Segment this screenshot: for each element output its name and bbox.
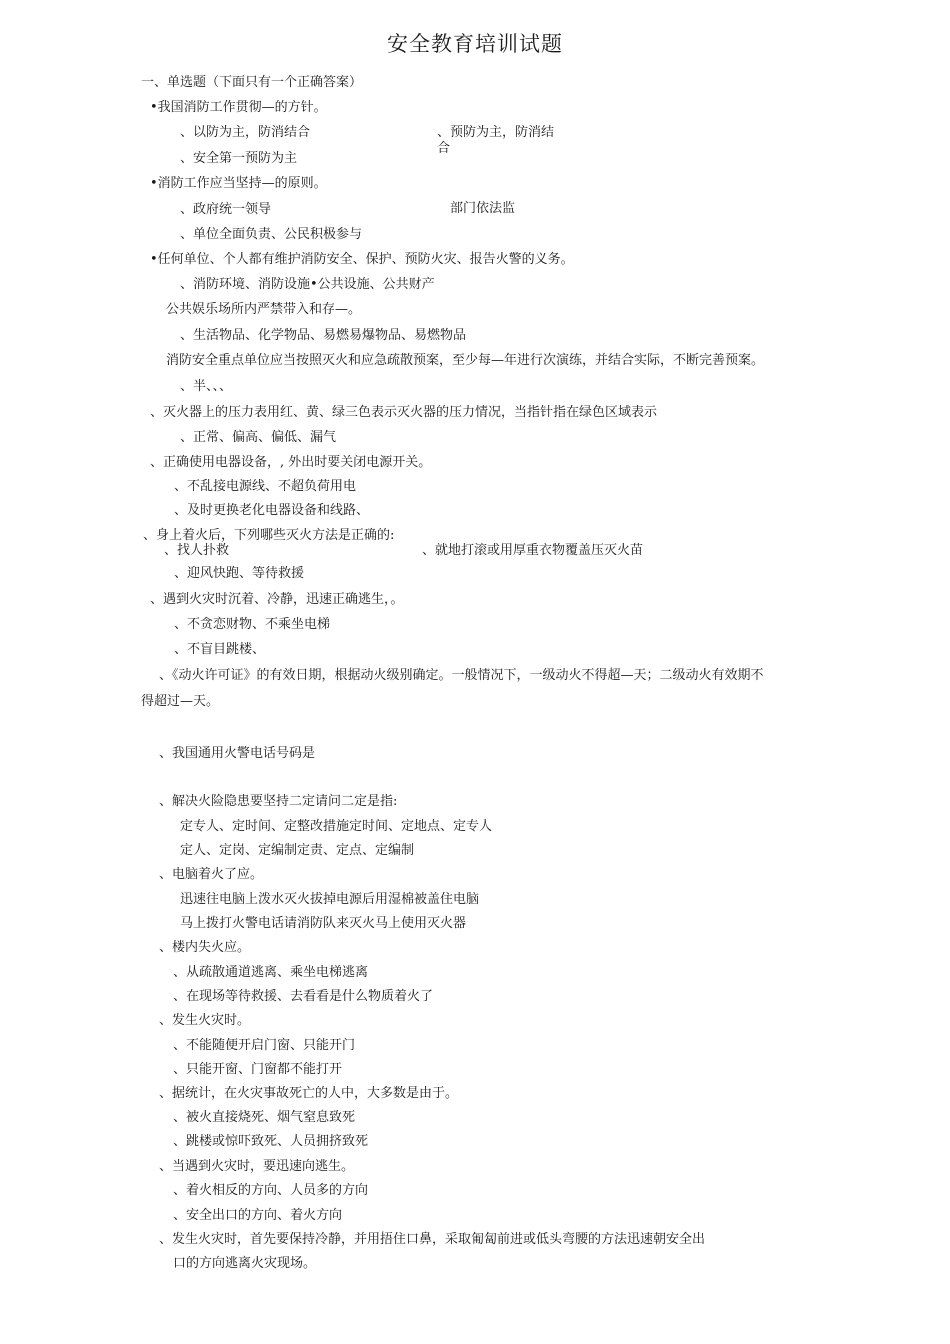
question-1-option-a: 、以防为主，防消结合: [180, 125, 311, 140]
question-7-option-b: 、及时更换老化电器设备和线路、: [174, 503, 370, 518]
question-9: 、遇到火灾时沉着、冷静，迅速正确逃生，。: [150, 592, 404, 607]
question-13-option-b: 马上拨打火警电话请消防队来灭火马上使用灭火器: [180, 916, 467, 931]
question-9-option-a: 、不贪恋财物、不乘坐电梯: [174, 617, 331, 632]
question-18: 、发生火灾时，首先要保持冷静，并用捂住口鼻，采取匍匐前进或低头弯腰的方法迅速朝安全出: [159, 1232, 706, 1247]
question-6: 、灭火器上的压力表用红、黄、绿三色表示灭火器的压力情况，当指针指在绿色区域表示: [150, 405, 658, 420]
question-6-option-a: 、正常、偏高、偏低、漏气: [180, 430, 337, 445]
question-17-option-b: 、安全出口的方向、着火方向: [173, 1208, 343, 1223]
question-7: 、正确使用电器设备，, 外出时要关闭电源开关。: [150, 455, 432, 470]
question-8-option-c: 、迎风快跑、等待救援: [174, 566, 305, 581]
question-11: 、我国通用火警电话号码是: [159, 746, 316, 761]
question-3: •任何单位、个人都有维护消防安全、保护、预防火灾、报告火警的义务。: [150, 252, 574, 267]
question-2-option-a: 、政府统一领导: [180, 202, 272, 217]
question-16-option-a: 、被火直接烧死、烟气窒息致死: [173, 1110, 356, 1125]
question-2-option-c: 、单位全面负责、公民积极参与: [180, 227, 363, 242]
question-7-option-a: 、不乱接电源线、不超负荷用电: [174, 479, 357, 494]
question-13-option-a: 迅速往电脑上泼水灭火拔掉电源后用湿棉被盖住电脑: [180, 892, 480, 907]
question-16: 、据统计，在火灾事故死亡的人中，大多数是由于。: [159, 1086, 459, 1101]
question-10-continued: 得超过—天。: [141, 694, 220, 709]
question-10: 、《动火许可证》的有效日期，根据动火级别确定。一般情况下，一级动火不得超—天；二级动火有效期不: [159, 668, 764, 683]
question-15-option-b: 、只能开窗、门窗都不能打开: [173, 1062, 343, 1077]
question-5: 消防安全重点单位应当按照灭火和应急疏散预案，至少每—年进行次演练，并结合实际，不断完善预案。: [166, 353, 765, 368]
question-14-option-a: 、从疏散通道逃离、乘坐电梯逃离: [173, 965, 369, 980]
question-4: 公共娱乐场所内严禁带入和存—。: [166, 302, 362, 317]
question-4-option-a: 、生活物品、化学物品、易燃易爆物品、易燃物品: [180, 328, 467, 343]
question-17-option-a: 、着火相反的方向、人员多的方向: [173, 1183, 369, 1198]
question-15: 、发生火灾时。: [159, 1013, 251, 1028]
question-12-option-a: 定专人、定时间、定整改措施定时间、定地点、定专人: [180, 819, 493, 834]
question-8: 、身上着火后，下列哪些灭火方法是正确的:: [143, 528, 395, 543]
question-1: •我国消防工作贯彻—的方针。: [150, 100, 327, 115]
question-1-option-b-wrap: 合: [437, 141, 451, 156]
question-13: 、电脑着火了应。: [159, 867, 264, 882]
question-17: 、当遇到火灾时，要迅速向逃生。: [159, 1159, 355, 1174]
question-5-option-a: 、半、、、: [180, 379, 233, 394]
question-2-option-b-cut: 部门依法监: [450, 201, 516, 216]
question-18-continued: 口的方向逃离火灾现场。: [173, 1256, 317, 1271]
question-12-option-b: 定人、定岗、定编制定责、定点、定编制: [180, 843, 415, 858]
question-16-option-b: 、跳楼或惊吓致死、人员拥挤致死: [173, 1134, 369, 1149]
question-8-option-b: 、就地打滚或用厚重衣物覆盖压灭火苗: [422, 543, 644, 558]
question-14-option-b: 、在现场等待救援、去看看是什么物质着火了: [173, 989, 434, 1004]
question-15-option-a: 、不能随便开启门窗、只能开门: [173, 1038, 356, 1053]
question-3-option-a: 、消防环境、消防设施•公共设施、公共财产: [180, 277, 435, 292]
page-title: 安全教育培训试题: [387, 32, 563, 56]
question-1-option-b: 、预防为主，防消结: [437, 125, 555, 140]
question-12: 、解决火险隐患要坚持二定请问二定是指:: [159, 794, 398, 809]
question-9-option-b: 、不盲目跳楼、: [174, 642, 266, 657]
section-heading: 一、单选题（下面只有一个正确答案）: [141, 75, 363, 90]
question-8-option-a: 、找人扑救: [164, 543, 230, 558]
question-1-option-c: 、安全第一预防为主: [180, 151, 298, 166]
question-2: •消防工作应当坚持—的原则。: [150, 176, 327, 191]
question-14: 、楼内失火应。: [159, 940, 251, 955]
